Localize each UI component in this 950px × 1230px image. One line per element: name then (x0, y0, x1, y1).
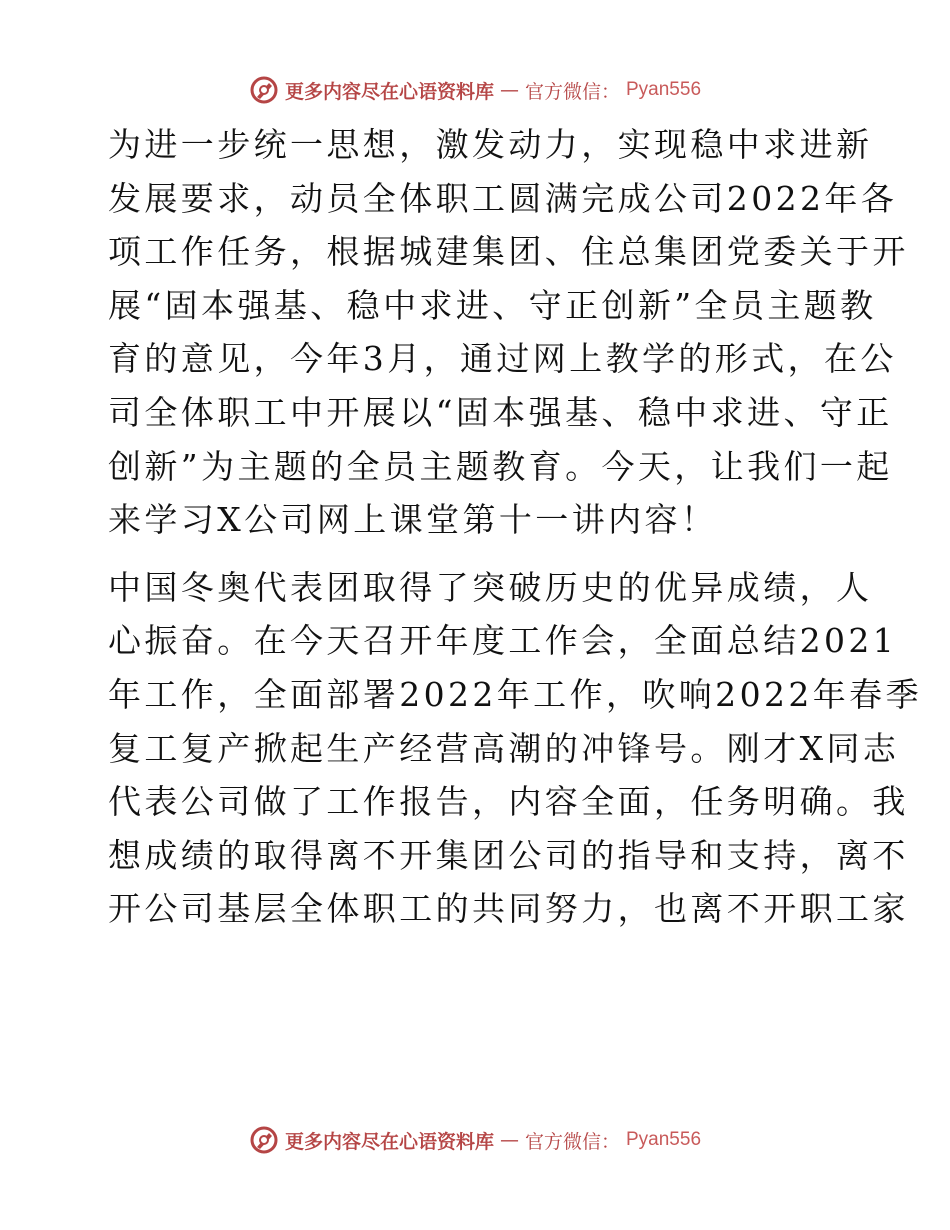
text-line: 心振奋。在今天召开年度工作会，全面总结2021 (108, 621, 898, 661)
text-line: 中国冬奥代表团取得了突破历史的优异成绩，人 (108, 567, 873, 607)
header-watermark (0, 70, 950, 110)
text-line: 司全体职工中开展以“固本强基、稳中求进、守正 (108, 392, 893, 432)
text-line: 复工复产掀起生产经营高潮的冲锋号。刚才X同志 (108, 728, 900, 768)
footer-watermark (0, 1120, 950, 1160)
watermark-main-text: 更多内容尽在心语资料库 (284, 80, 494, 103)
quill-logo-icon (249, 75, 279, 105)
text-line: 创新”为主题的全员主题教育。今天，让我们一起 (108, 446, 893, 486)
watermark-label: 官方微信： (524, 80, 620, 103)
text-line: 项工作任务，根据城建集团、住总集团党委关于开 (108, 232, 909, 272)
text-line: 为进一步统一思想，激发动力，实现稳中求进新 (108, 125, 873, 164)
watermark-handle: Pyan556 (626, 79, 702, 100)
text-line: 代表公司做了工作报告，内容全面，任务明确。我 (108, 782, 909, 822)
text-line: 开公司基层全体职工的共同努力，也离不开职工家 (108, 889, 909, 929)
watermark-label: 官方微信： (524, 1130, 620, 1153)
quill-logo-icon (249, 1125, 279, 1155)
text-line: 来学习X公司网上课堂第十一讲内容！ (108, 500, 718, 540)
text-line: 发展要求，动员全体职工圆满完成公司2022年各 (108, 178, 898, 218)
document-body (98, 118, 922, 950)
watermark-dash: — (499, 79, 519, 101)
watermark-dash: — (499, 1129, 519, 1151)
watermark-main-text: 更多内容尽在心语资料库 (284, 1130, 494, 1153)
text-line: 年工作，全面部署2022年工作，吹响2022年春季 (108, 674, 922, 714)
text-line: 展“固本强基、稳中求进、守正创新”全员主题教 (108, 285, 877, 325)
text-line: 想成绩的取得离不开集团公司的指导和支持，离不 (108, 835, 909, 875)
watermark-handle: Pyan556 (626, 1129, 702, 1150)
text-line: 育的意见，今年3月，通过网上教学的形式，在公 (108, 339, 897, 379)
paragraph-2 (98, 561, 922, 936)
paragraph-1 (98, 118, 909, 547)
